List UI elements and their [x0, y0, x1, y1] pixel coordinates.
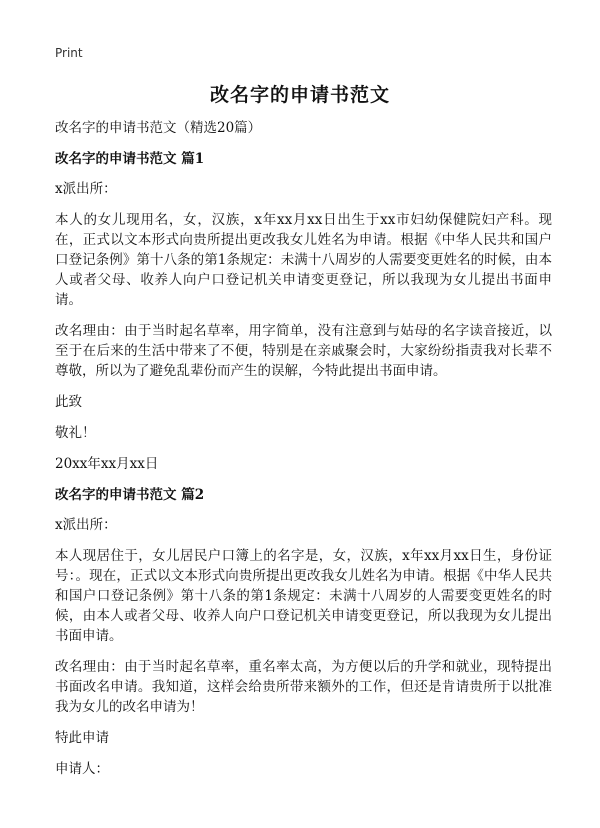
section-heading-2: 改名字的申请书范文 篇2	[55, 487, 205, 503]
document-body	[55, 118, 552, 790]
salutation-1: x派出所：	[55, 181, 117, 197]
paragraph-1-1: 本人的女儿现用名，女，汉族，x年xx月xx日出生于xx市妇幼保健院妇产科。现在，正式以文本形式向贵所提出更改我女儿姓名为申请。根据《中华人民共和国户口登记条例》第十八条的第1条规定：未满十八周岁的人需要变更姓名的时候，由本人或者父母、收养人向户口登记机关申请变更登记，所以我现为女儿提出书面申请。	[55, 212, 552, 308]
paragraph-2-1: 本人现居住于，女儿居民户口簿上的名字是，女，汉族，x年xx月xx日生，身份证号：。现在，正式以文本形式向贵所提出更改我女儿姓名为申请。根据《中华人民共和国户口登记条例》第十八条的第1条规定：未满十八周岁的人需要变更姓名的时候，由本人或者父母、收养人向户口登记机关申请变更登记，所以我现为女儿提出书面申请。	[55, 548, 552, 644]
paragraph-2-2: 改名理由：由于当时起名草率，重名率太高，为方便以后的升学和就业，现特提出书面改名申请。我知道，这样会给贵所带来额外的工作，但还是肯请贵所于以批准我为女儿的改名申请为！	[55, 659, 552, 715]
document-subtitle: 改名字的申请书范文（精选20篇）	[55, 120, 262, 136]
date-1: 20xx年xx月xx日	[55, 456, 159, 472]
print-label: Print	[55, 46, 83, 60]
applicant-line: 申请人：	[55, 761, 109, 777]
closing-1-1: 此致	[55, 394, 82, 410]
paragraph-1-2: 改名理由：由于当时起名草率，用字简单，没有注意到与姑母的名字读音接近，以至于在后来的生活中带来了不便，特别是在亲戚聚会时，大家纷纷指责我对长辈不尊敬，所以为了避免乱辈份而产生的误解，今特此提出书面申请。	[55, 323, 552, 379]
closing-2-1: 特此申请	[55, 730, 109, 746]
section-heading-1: 改名字的申请书范文 篇1	[55, 151, 205, 167]
page-title: 改名字的申请书范文	[209, 84, 390, 106]
salutation-2: x派出所：	[55, 517, 117, 533]
closing-1-2: 敬礼！	[55, 425, 96, 441]
